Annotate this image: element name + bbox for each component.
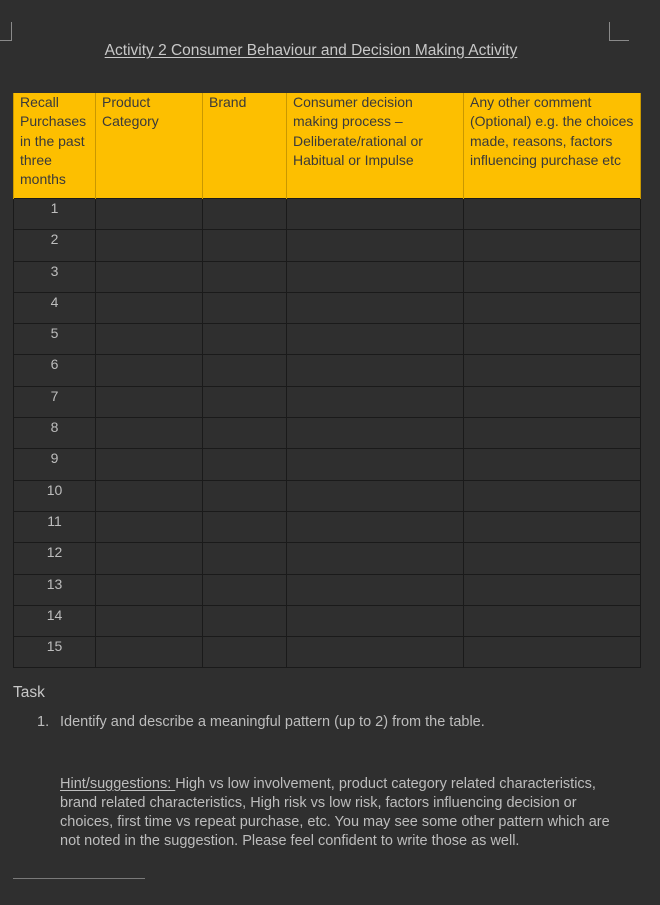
table-body	[14, 199, 641, 668]
brand-cell[interactable]	[203, 605, 287, 636]
header-recall-purchases: Recall Purchases in the past three months	[14, 93, 96, 199]
decision-process-cell[interactable]	[287, 292, 464, 323]
row-number-cell: 11	[14, 511, 96, 542]
comment-cell[interactable]	[464, 511, 641, 542]
comment-cell[interactable]	[464, 637, 641, 668]
product-category-cell[interactable]	[96, 605, 203, 636]
page-corner-mark-left	[0, 22, 12, 41]
hint-label: Hint/suggestions:	[60, 776, 176, 792]
decision-process-cell[interactable]	[287, 230, 464, 261]
comment-cell[interactable]	[464, 230, 641, 261]
comment-cell[interactable]	[464, 449, 641, 480]
table-row	[14, 574, 641, 605]
table-row	[14, 449, 641, 480]
table-row	[14, 605, 641, 636]
table-row	[14, 199, 641, 230]
decision-process-cell[interactable]	[287, 324, 464, 355]
row-number-cell: 5	[14, 324, 96, 355]
brand-cell[interactable]	[203, 199, 287, 230]
brand-cell[interactable]	[203, 574, 287, 605]
brand-cell[interactable]	[203, 230, 287, 261]
decision-process-cell[interactable]	[287, 574, 464, 605]
hint-paragraph	[60, 775, 620, 851]
table-row	[14, 480, 641, 511]
decision-process-cell[interactable]	[287, 543, 464, 574]
decision-process-cell[interactable]	[287, 511, 464, 542]
comment-cell[interactable]	[464, 386, 641, 417]
table-row	[14, 637, 641, 668]
table-row	[14, 324, 641, 355]
table-row	[14, 386, 641, 417]
hint-text: High vs low involvement, product category related characteristics, brand related characteristics, High risk vs low risk, factors influencing decision or choices, first time vs repeat purchase, etc. You may see some other pattern which are not noted in the suggestion. Please feel confident to write those as well.	[60, 776, 610, 849]
decision-process-cell[interactable]	[287, 418, 464, 449]
product-category-cell[interactable]	[96, 261, 203, 292]
table-row	[14, 511, 641, 542]
product-category-cell[interactable]	[96, 199, 203, 230]
product-category-cell[interactable]	[96, 574, 203, 605]
comment-cell[interactable]	[464, 543, 641, 574]
product-category-cell[interactable]	[96, 418, 203, 449]
brand-cell[interactable]	[203, 511, 287, 542]
footnote-divider	[13, 878, 145, 879]
comment-cell[interactable]	[464, 324, 641, 355]
product-category-cell[interactable]	[96, 292, 203, 323]
product-category-cell[interactable]	[96, 511, 203, 542]
row-number-cell: 8	[14, 418, 96, 449]
task-item-text: Identify and describe a meaningful pattern (up to 2) from the table.	[60, 714, 485, 730]
brand-cell[interactable]	[203, 449, 287, 480]
product-category-cell[interactable]	[96, 637, 203, 668]
brand-cell[interactable]	[203, 292, 287, 323]
decision-process-cell[interactable]	[287, 480, 464, 511]
table-row	[14, 543, 641, 574]
row-number-cell: 10	[14, 480, 96, 511]
task-item-number: 1.	[37, 714, 50, 730]
product-category-cell[interactable]	[96, 324, 203, 355]
row-number-cell: 3	[14, 261, 96, 292]
row-number-cell: 6	[14, 355, 96, 386]
decision-process-cell[interactable]	[287, 637, 464, 668]
task-heading: Task	[13, 684, 45, 701]
brand-cell[interactable]	[203, 261, 287, 292]
comment-cell[interactable]	[464, 261, 641, 292]
header-decision-process: Consumer decision making process – Deliberate/rational or Habitual or Impulse	[287, 93, 464, 199]
row-number-cell: 9	[14, 449, 96, 480]
decision-process-cell[interactable]	[287, 449, 464, 480]
task-item	[37, 714, 485, 730]
table-row	[14, 418, 641, 449]
brand-cell[interactable]	[203, 386, 287, 417]
row-number-cell: 7	[14, 386, 96, 417]
comment-cell[interactable]	[464, 574, 641, 605]
brand-cell[interactable]	[203, 543, 287, 574]
product-category-cell[interactable]	[96, 449, 203, 480]
brand-cell[interactable]	[203, 324, 287, 355]
decision-process-cell[interactable]	[287, 261, 464, 292]
decision-process-cell[interactable]	[287, 386, 464, 417]
row-number-cell: 14	[14, 605, 96, 636]
table-row	[14, 355, 641, 386]
header-other-comment: Any other comment (Optional) e.g. the choices made, reasons, factors influencing purchase etc	[464, 93, 641, 199]
product-category-cell[interactable]	[96, 355, 203, 386]
document-title: Activity 2 Consumer Behaviour and Decision Making Activity	[104, 42, 518, 59]
brand-cell[interactable]	[203, 418, 287, 449]
row-number-cell: 2	[14, 230, 96, 261]
table-row	[14, 230, 641, 261]
comment-cell[interactable]	[464, 292, 641, 323]
product-category-cell[interactable]	[96, 230, 203, 261]
brand-cell[interactable]	[203, 637, 287, 668]
product-category-cell[interactable]	[96, 386, 203, 417]
decision-process-cell[interactable]	[287, 605, 464, 636]
brand-cell[interactable]	[203, 355, 287, 386]
comment-cell[interactable]	[464, 355, 641, 386]
table-header-row	[14, 93, 641, 199]
table-row	[14, 261, 641, 292]
header-brand: Brand	[203, 93, 287, 199]
decision-process-cell[interactable]	[287, 355, 464, 386]
activity-table	[13, 93, 641, 668]
comment-cell[interactable]	[464, 199, 641, 230]
product-category-cell[interactable]	[96, 543, 203, 574]
decision-process-cell[interactable]	[287, 199, 464, 230]
comment-cell[interactable]	[464, 605, 641, 636]
product-category-cell[interactable]	[96, 480, 203, 511]
header-product-category: Product Category	[96, 93, 203, 199]
page-corner-mark-right	[609, 22, 629, 41]
table-row	[14, 292, 641, 323]
row-number-cell: 13	[14, 574, 96, 605]
row-number-cell: 4	[14, 292, 96, 323]
row-number-cell: 15	[14, 637, 96, 668]
row-number-cell: 12	[14, 543, 96, 574]
row-number-cell: 1	[14, 199, 96, 230]
brand-cell[interactable]	[203, 480, 287, 511]
comment-cell[interactable]	[464, 480, 641, 511]
comment-cell[interactable]	[464, 418, 641, 449]
